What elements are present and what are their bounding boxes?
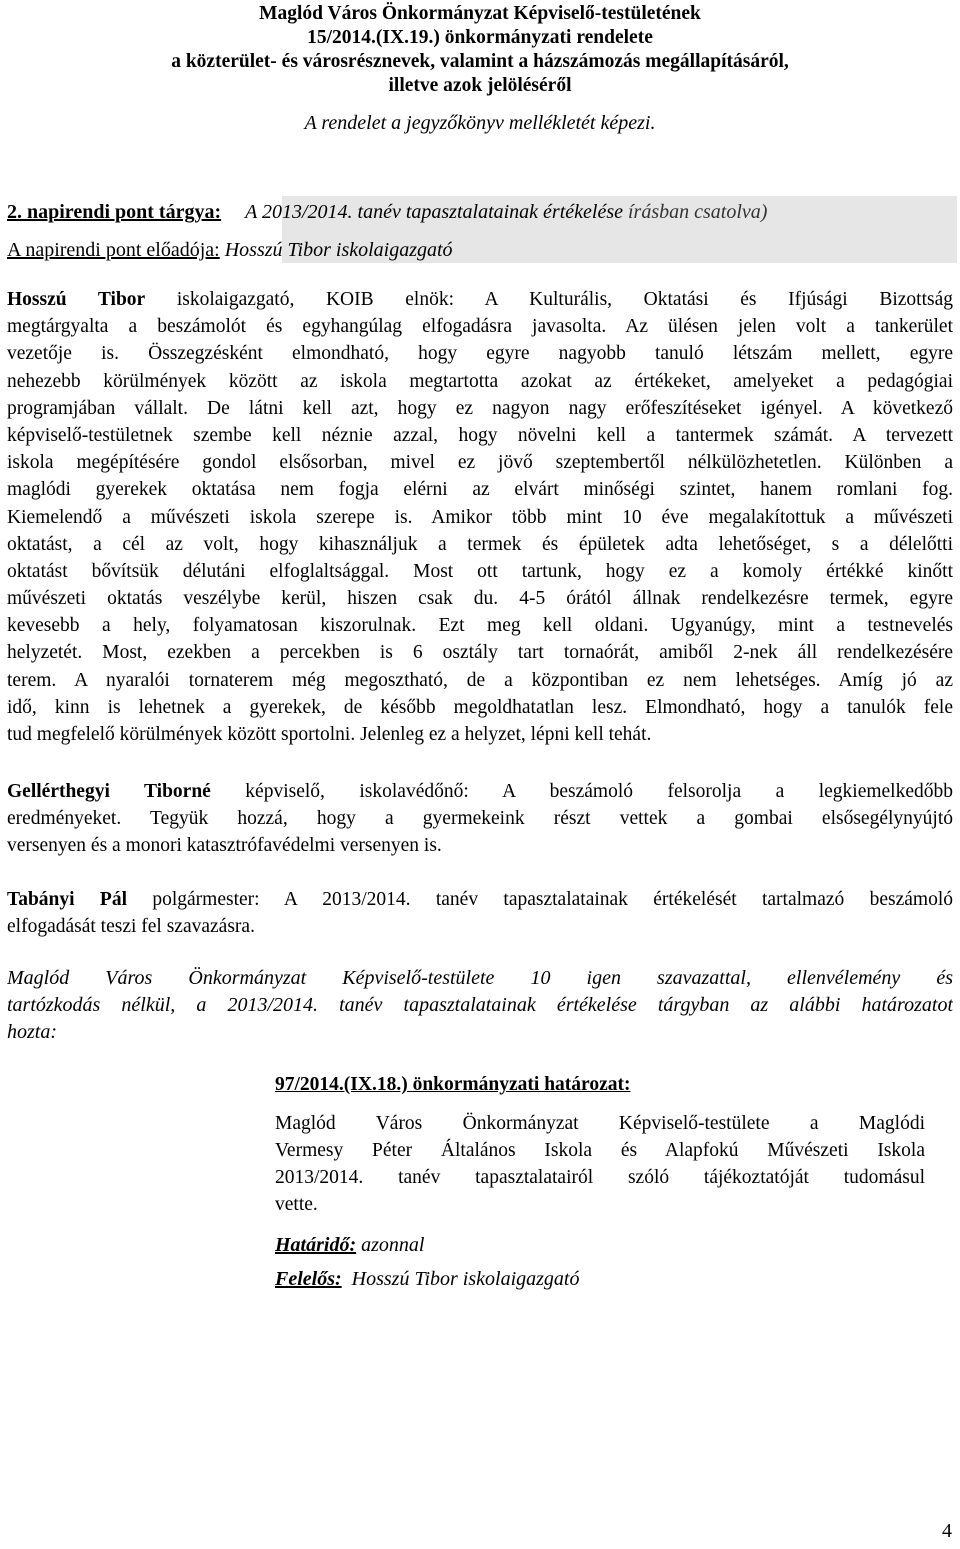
agenda-subject-row — [7, 200, 767, 224]
text-line: oktatást bővítsük délutáni elfoglaltsággal. Most ott tartunk, hogy ez a komoly értékké kinőtt — [7, 560, 953, 582]
text-line: kevesebb a hely, folyamatosan kiszorulnak. Ezt meg kell oldani. Ugyanúgy, mint a testnevelés — [7, 615, 953, 637]
text-line: terem. A nyaralói tornaterem még megosztható, de a központiban ez nem lehetséges. Amíg jó az — [7, 669, 953, 691]
header-line-2: 15/2014.(IX.19.) önkormányzati rendelete — [307, 27, 653, 48]
text-line: tartózkodás nélkül, a 2013/2014. tanév tapasztalatainak értékelése tárgyban az alábbi határozatot — [7, 994, 953, 1017]
text-line: helyzetét. Most, ezekben a percekben is 6 osztály tart tornaórát, amiből 2-nek áll rendelkezésére — [7, 642, 953, 664]
text-line: idő, kinn is lehetnek a gyerekek, de később megoldhatatlan lesz. Elmondható, hogy a tanulók fele — [7, 696, 953, 718]
text-line: Hosszú Tibor iskolaigazgató, KOIB elnök: A Kulturális, Oktatási és Ifjúsági Bizottság — [7, 289, 953, 310]
header-note: A rendelet a jegyzőkönyv mellékletét képezi. — [304, 112, 656, 134]
text-line: maglódi gyerekek oktatása nem fogja elérni az elvárt minőségi szintet, hanem romlani fog. — [7, 479, 953, 501]
header-line-1: Maglód Város Önkormányzat Képviselő-testületének — [259, 3, 701, 24]
agenda-presenter-row — [7, 238, 453, 262]
presenter-name: Hosszú Tibor iskolaigazgató — [219, 239, 453, 261]
presenter-label: A napirendi pont előadója: — [7, 239, 220, 261]
responsible-label: Felelős: — [275, 1268, 342, 1290]
text-line: Gellérthegyi Tiborné képviselő, iskolavédőnő: A beszámoló felsorolja a legkiemelkedőbb — [7, 781, 953, 802]
deadline-value: azonnal — [356, 1234, 425, 1256]
text-line: képviselő-testületnek szembe kell néznie azzal, hogy növelni kell a tantermek számát. A tervezett — [7, 424, 953, 446]
speaker-name: Hosszú Tibor — [7, 289, 146, 310]
decision-title: 97/2014.(IX.18.) önkormányzati határozat: — [275, 1074, 631, 1095]
agenda-subject: A 2013/2014. tanév tapasztalatainak értékelése — [245, 201, 623, 223]
text-line: Kiemelendő a művészeti iskola szerepe is. Amikor több mint 10 éve megalakítottuk a művészeti — [7, 506, 953, 528]
header-line-3: a közterület- és városrésznevek, valamint a házszámozás megállapításáról, — [171, 51, 789, 72]
text-line: Tabányi Pál polgármester: A 2013/2014. tanév tapasztalatainak értékelését tartalmazó beszámoló — [7, 889, 953, 910]
paragraph-gellerthegyi — [7, 778, 953, 860]
paragraph-hosszu — [7, 286, 953, 748]
page-number: 4 — [942, 1520, 952, 1542]
text-line: hozta: — [7, 1021, 57, 1044]
agenda-label: 2. napirendi pont tárgya: — [7, 201, 222, 223]
decision-text — [275, 1110, 925, 1218]
text-line: eredményeket. Tegyük hozzá, hogy a gyermekeink részt vettek a gombai elsősegélynyújtó — [7, 808, 953, 830]
paragraph-tabanyi — [7, 886, 953, 940]
text-line: Maglód Város Önkormányzat Képviselő-testülete 10 igen szavazattal, ellenvélemény és — [7, 967, 953, 989]
text-line: nehezebb körülmények között az iskola megtartotta azokat az értékeket, amelyeket a pedagógiai — [7, 370, 953, 392]
text-line: oktatást, a cél az volt, hogy kihasználjuk a termek és épületek adta lehetőséget, s a délelőtti — [7, 533, 953, 555]
text-line: megtárgyalta a beszámolót és egyhangúlag elfogadásra javasolta. Az ülésen jelen volt a tankerület — [7, 316, 953, 338]
text-line: vezetője is. Összegzésként elmondható, hogy egyre nagyobb tanuló létszám mellett, egyre — [7, 343, 953, 365]
speaker-name: Gellérthegyi Tiborné — [7, 781, 211, 802]
text-line: iskola megépítésére gondol elsősorban, mivel ez jövő szeptembertől nélkülözhetetlen. Különben a — [7, 452, 953, 474]
resolution-intro — [7, 965, 953, 1047]
text-line: tud megfelelő körülmények között sportolni. Jelenleg ez a helyzet, lépni kell tehát. — [7, 724, 652, 745]
text-line: művészeti oktatás veszélybe kerül, hiszen csak du. 4-5 órától állnak rendelkezésre termek, egyre — [7, 588, 953, 610]
text-line: programjában vállalt. De látni kell azt, hogy ez nagyon nagy erőfeszítéseket igényel. A következő — [7, 397, 953, 419]
decision-responsible — [275, 1266, 925, 1293]
text-line: Vermesy Péter Általános Iskola és Alapfokú Művészeti Iskola — [275, 1140, 925, 1161]
text-line: vette. — [275, 1194, 318, 1215]
text-line: elfogadását teszi fel szavazásra. — [7, 916, 255, 938]
header-line-4: illetve azok jelöléséről — [388, 75, 572, 96]
responsible-value: Hosszú Tibor iskolaigazgató — [341, 1268, 580, 1290]
deadline-label: Határidő: — [275, 1234, 357, 1256]
text-line: versenyen és a monori katasztrófavédelmi versenyen is. — [7, 835, 442, 857]
decision-deadline — [275, 1232, 925, 1259]
text-line: Maglód Város Önkormányzat Képviselő-testülete a Maglódi — [275, 1113, 925, 1134]
speaker-name: Tabányi Pál — [7, 889, 128, 910]
text-line: 2013/2014. tanév tapasztalatairól szóló tájékoztatóját tudomásul — [275, 1167, 925, 1188]
agenda-subject-note: írásban csatolva) — [623, 201, 768, 223]
